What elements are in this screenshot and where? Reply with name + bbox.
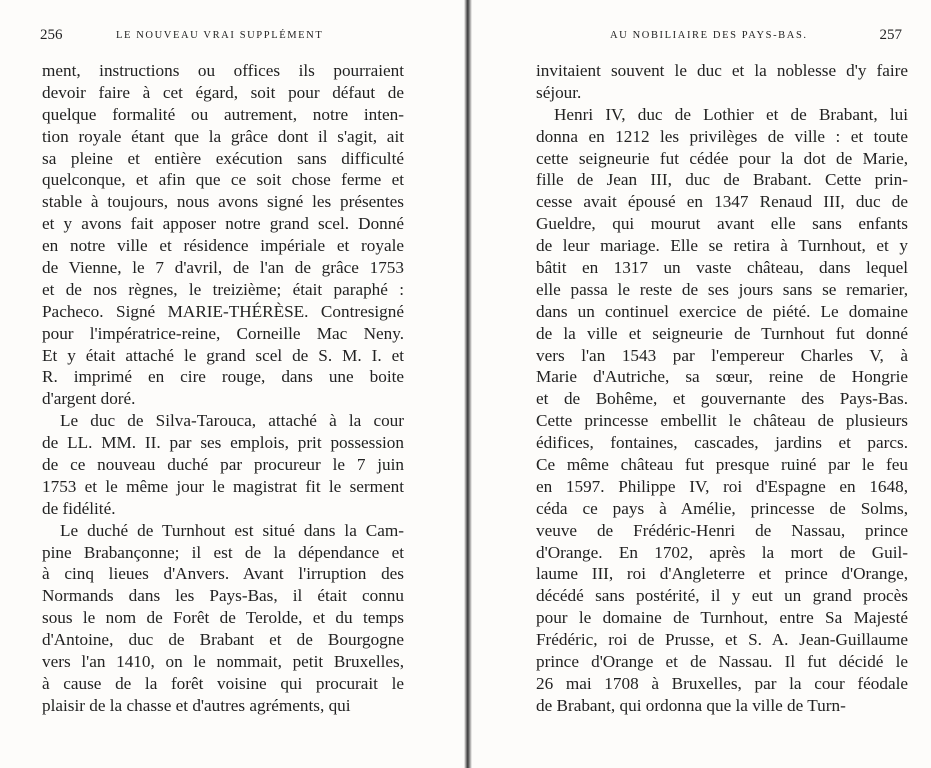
book-gutter — [464, 0, 472, 768]
left-page-text — [42, 60, 404, 717]
text-line: décédé sans postérité, il y eut un grand procès — [536, 586, 908, 606]
left-header — [40, 27, 410, 48]
text-line: Ce même château fut presque ruiné par le feu — [536, 455, 908, 475]
text-line: Le duc de Silva-Tarouca, attaché à la cour — [60, 411, 404, 431]
text-line: séjour. — [536, 82, 582, 102]
text-line: ment, instructions ou offices ils pourraient — [42, 61, 404, 80]
text-line: Cette princesse embellit le château de plusieurs — [536, 411, 908, 431]
text-line: à cause de la forêt voisine qui procurait le — [42, 673, 404, 693]
text-line: Normands dans les Pays-Bas, il était connu — [42, 586, 404, 606]
text-line: tion royale étant que la grâce dont il s'agit, ait — [42, 126, 404, 146]
text-line: Marie d'Autriche, sa sœur, reine de Hongrie — [536, 367, 908, 387]
text-line: sous le nom de Forêt de Terolde, et du temps — [42, 608, 404, 628]
text-line: de fidélité. — [42, 498, 116, 518]
text-line: à cinq lieues d'Anvers. Avant l'irruption des — [42, 564, 404, 584]
text-line: elle passa le reste de ses jours sans se remarier, — [536, 279, 908, 299]
text-line: dans un continuel exercice de piété. Le domaine — [536, 301, 908, 321]
left-page — [0, 0, 464, 768]
text-line: de leur mariage. Elle se retira à Turnhout, et y — [536, 236, 908, 256]
text-line: et de nos règnes, le treizième; était paraphé : — [42, 279, 404, 299]
text-line: 1753 et le même jour le magistrat fit le serment — [42, 476, 404, 496]
text-line: pine Brabançonne; il est de la dépendance et — [42, 542, 404, 562]
right-page — [472, 0, 931, 768]
text-line: Henri IV, duc de Lothier et de Brabant, lui — [554, 104, 908, 124]
text-line: pour le domaine de Turnhout, entre Sa Majesté — [536, 608, 908, 628]
text-line: de LL. MM. II. par ses emplois, prit possession — [42, 433, 404, 453]
text-line: d'Orange. En 1702, après la mort de Guil- — [536, 542, 908, 562]
text-line: de ce nouveau duché par procureur le 7 juin — [42, 455, 404, 475]
text-line: Frédéric, roi de Prusse, et S. A. Jean-Guillaume — [536, 630, 908, 650]
text-line: de la ville et seigneurie de Turnhout fut donné — [536, 323, 908, 343]
text-line: d'argent doré. — [42, 389, 136, 409]
right-running-head: AU NOBILIAIRE DES PAYS-BAS. — [610, 30, 808, 41]
text-line: de Vienne, le 7 d'avril, de l'an de grâce 1753 — [42, 258, 404, 278]
text-line: en notre ville et résidence impériale et royale — [42, 236, 404, 256]
text-line: fille de Jean III, duc de Brabant. Cette prin- — [536, 170, 908, 190]
text-line: édifices, fontaines, cascades, jardins et parcs. — [536, 433, 908, 453]
text-line: Gueldre, qui mourut avant elle sans enfants — [536, 214, 908, 234]
text-line: 26 mai 1708 à Bruxelles, par la cour féodale — [536, 673, 908, 693]
text-line: Pacheco. Signé MARIE-THÉRÈSE. Contresigné — [42, 301, 404, 321]
left-running-head: LE NOUVEAU VRAI SUPPLÉMENT — [116, 30, 324, 41]
text-line: d'Antoine, duc de Brabant et de Bourgogne — [42, 630, 404, 650]
text-line: cette seigneurie fut cédée pour la dot de Marie, — [536, 148, 908, 168]
text-line: donna en 1212 les privilèges de ville : et toute — [536, 126, 908, 146]
text-line: sa pleine et entière exécution sans difficulté — [42, 148, 404, 168]
text-line: laume III, roi d'Angleterre et prince d'Orange, — [536, 564, 908, 584]
text-line: en 1597. Philippe IV, roi d'Espagne en 1648, — [536, 476, 908, 496]
text-line: pour l'impératrice-reine, Corneille Mac Neny. — [42, 323, 404, 343]
text-line: Et y était attaché le grand scel de S. M. I. et — [42, 345, 404, 365]
left-page-number: 256 — [40, 27, 63, 43]
text-line: veuve de Frédéric-Henri de Nassau, prince — [536, 520, 908, 540]
text-line: devoir faire à cet égard, soit pour défaut de — [42, 82, 404, 102]
text-line: plaisir de la chasse et d'autres agréments, qui — [42, 695, 351, 715]
text-line: de Brabant, qui ordonna que la ville de Turn- — [536, 695, 846, 715]
text-line: stable à toujours, nous avons signé les présentes — [42, 192, 404, 212]
text-line: quelconque, et afin que ce soit chose ferme et — [42, 170, 404, 190]
text-line: Le duché de Turnhout est situé dans la Cam- — [60, 520, 404, 540]
text-line: et y avons fait apposer notre grand scel. Donné — [42, 214, 404, 234]
text-line: céda ce pays à Amélie, princesse de Solms, — [536, 498, 908, 518]
text-line: R. imprimé en cire rouge, dans une boite — [42, 367, 404, 387]
text-line: prince d'Orange et de Nassau. Il fut décidé le — [536, 652, 908, 672]
right-page-text — [536, 60, 908, 717]
text-line: vers l'an 1410, on le nommait, petit Bruxelles, — [42, 652, 404, 672]
text-line: et de Bohême, et gouvernante des Pays-Bas. — [536, 389, 908, 409]
text-line: quelque formalité ou autrement, notre inten- — [42, 104, 404, 124]
text-line: bâtit en 1317 un vaste château, dans lequel — [536, 258, 908, 278]
text-line: vers l'an 1543 par l'empereur Charles V, à — [536, 345, 908, 365]
right-header — [610, 27, 902, 48]
text-line: cesse avait épousé en 1347 Renaud III, duc de — [536, 192, 908, 212]
text-line: invitaient souvent le duc et la noblesse d'y faire — [536, 61, 908, 80]
right-page-number: 257 — [879, 27, 902, 43]
